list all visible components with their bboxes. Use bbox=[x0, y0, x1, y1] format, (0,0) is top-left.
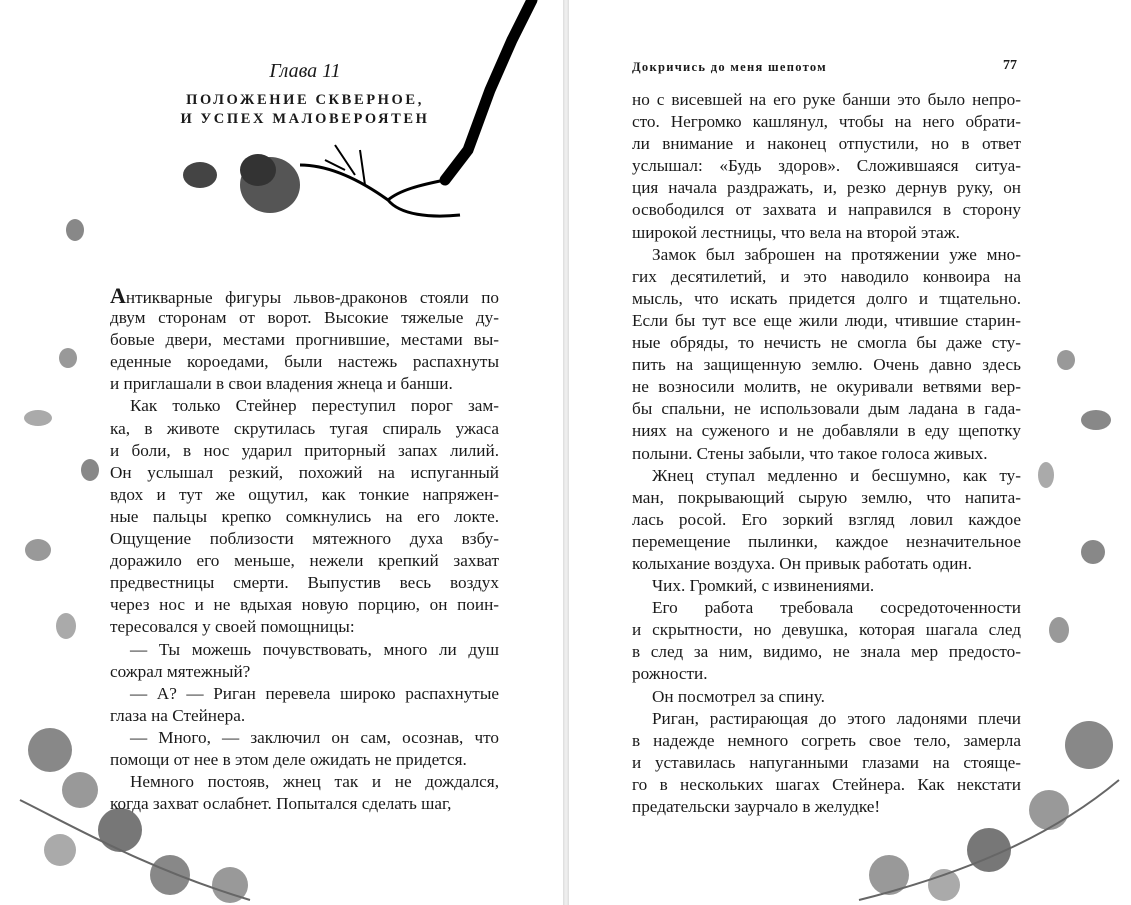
text-line: и скрытности, но девушка, которая шагала след bbox=[632, 620, 1021, 640]
text-line: когда захват ослабнет. Попытался сделать шаг, bbox=[110, 794, 452, 814]
text-line: перемещение пылинки, каждое незначительное bbox=[632, 531, 1021, 551]
text-line: — А? — Риган перевела широко распахнутые bbox=[130, 683, 499, 703]
text-line: предательски заурчало в желудке! bbox=[632, 797, 881, 816]
text-line: Риган, растирающая до этого ладонями плечи bbox=[652, 708, 1021, 728]
skeleton-hand-rose-illustration bbox=[160, 0, 560, 240]
left-page-body-text bbox=[110, 285, 499, 815]
text-line: еденные короедами, были настежь распахнуты bbox=[110, 352, 499, 372]
running-head-book-title: Докричись до меня шепотом bbox=[632, 60, 827, 74]
chapter-title-line: ПОЛОЖЕНИЕ СКВЕРНОЕ, bbox=[186, 92, 424, 108]
right-page-body-text bbox=[632, 89, 1021, 818]
text-line: бовые двери, местами прогнившие, местами вы- bbox=[110, 330, 499, 350]
chapter-number: Глава 11 bbox=[269, 60, 341, 82]
text-line: доражило его меньше, нежели крепкий захват bbox=[110, 551, 499, 571]
left-page bbox=[0, 0, 563, 905]
text-line: Его работа требовала сосредоточенности bbox=[652, 598, 1021, 618]
text-line: глаза на Стейнера. bbox=[110, 705, 246, 725]
text-line: и боли, в нос ударил приторный запах лилий. bbox=[110, 440, 499, 460]
text-line: ниях на суженого и не добавляли в еду щепотку bbox=[632, 421, 1021, 441]
text-line: но с висевшей на его руке банши это было непро- bbox=[632, 90, 1021, 109]
text-line: — Много, — заключил он сам, осознав, что bbox=[130, 727, 499, 747]
text-line: гих десятилетий, и это наводило конвоира на bbox=[632, 266, 1021, 286]
text-line: ман, покрывающий сырую землю, что напита- bbox=[632, 487, 1021, 507]
text-line: ные обряды, то нечисть не смогла бы даже сту- bbox=[632, 333, 1021, 353]
falling-petals-right bbox=[1031, 340, 1131, 670]
text-line: ция начала раздражать, и, резко дернув руку, он bbox=[632, 178, 1021, 198]
text-line: сожрал мятежный? bbox=[110, 661, 251, 681]
text-line: через нос и не вдыхая новую порцию, он поин- bbox=[110, 595, 499, 615]
text-line: тересовался у своей помощницы: bbox=[110, 617, 355, 637]
text-line: Замок был заброшен на протяжении уже мно- bbox=[652, 244, 1021, 264]
text-line: освободился от захвата и направился в сторону bbox=[632, 200, 1021, 220]
text-line: бы спальни, не использовали дым ладана в гада- bbox=[632, 399, 1021, 419]
text-line: двум сторонам от ворот. Высокие тяжелые ду- bbox=[110, 308, 499, 328]
falling-petals-left bbox=[0, 200, 110, 660]
text-line: Антикварные фигуры львов-драконов стояли по bbox=[110, 285, 499, 308]
text-line: вдох и тут же ощутил, как тонкие напряжен- bbox=[110, 484, 499, 504]
text-line: колыхание воздуха. Он привык работать один. bbox=[632, 553, 972, 573]
text-line: и приглашали в свои владения жнеца и банши. bbox=[110, 374, 453, 394]
text-line: в надежде немного согреть свое тело, замерла bbox=[632, 730, 1021, 750]
text-line: полыни. Стены забыли, что такое голоса живых. bbox=[632, 443, 988, 463]
text-line: в след за ним, видимо, не знала мер предосто- bbox=[632, 642, 1021, 662]
text-line: Если бы тут все еще жили люди, чтившие старин- bbox=[632, 310, 1021, 330]
text-line: Ощущение поблизости мятежного духа взбу- bbox=[110, 529, 499, 549]
page-number: 77 bbox=[1003, 58, 1017, 73]
text-line: Немного постояв, жнец так и не дождался, bbox=[130, 772, 499, 792]
text-line: пить на защищенную землю. Очень давно здесь bbox=[632, 355, 1021, 375]
text-line: Он посмотрел за спину. bbox=[652, 686, 825, 706]
text-line: ные пальцы крепко сомкнулись на его локте. bbox=[110, 506, 499, 526]
text-line: го в нескольких шагах Стейнера. Как некстати bbox=[632, 774, 1021, 794]
text-line: Чих. Громкий, с извинениями. bbox=[652, 576, 875, 596]
text-line: рожности. bbox=[632, 664, 708, 684]
text-line: Как только Стейнер переступил порог зам- bbox=[130, 396, 499, 416]
text-line: ли внимание и наконец отпустили, но в ответ bbox=[632, 134, 1021, 154]
text-line: мысль, что искать придется долго и тщательно. bbox=[632, 288, 1021, 308]
text-line: Он услышал резкий, похожий на испуганный bbox=[110, 462, 499, 482]
text-line: Жнец ступал медленно и бесшумно, как ту- bbox=[652, 465, 1021, 485]
text-line: предвестницы смерти. Выпустив весь воздух bbox=[110, 573, 499, 593]
text-line: широкой лестницы, что вела на второй этаж. bbox=[632, 222, 960, 242]
right-page bbox=[569, 0, 1131, 905]
drop-cap: А bbox=[110, 285, 126, 308]
text-line: не возносили молитв, не окуривали ветвями вер- bbox=[632, 377, 1021, 397]
text-line: — Ты можешь почувствовать, много ли душ bbox=[130, 639, 499, 659]
text-line: сто. Негромко кашлянул, чтобы на него обрати- bbox=[632, 112, 1021, 132]
text-line: ка, в животе скрутилась тугая спираль ужаса bbox=[110, 418, 499, 438]
text-line: и уставилась напуганными глазами на стояще- bbox=[632, 752, 1021, 772]
text-line: лась росой. Его зоркий взгляд ловил каждое bbox=[632, 509, 1021, 529]
text-line: услышал: «Будь здоров». Сложившаяся ситуа- bbox=[632, 156, 1021, 176]
text-line: помощи от нее в этом деле ожидать не придется. bbox=[110, 749, 467, 769]
chapter-title-line: И УСПЕХ МАЛОВЕРОЯТЕН bbox=[180, 111, 430, 127]
